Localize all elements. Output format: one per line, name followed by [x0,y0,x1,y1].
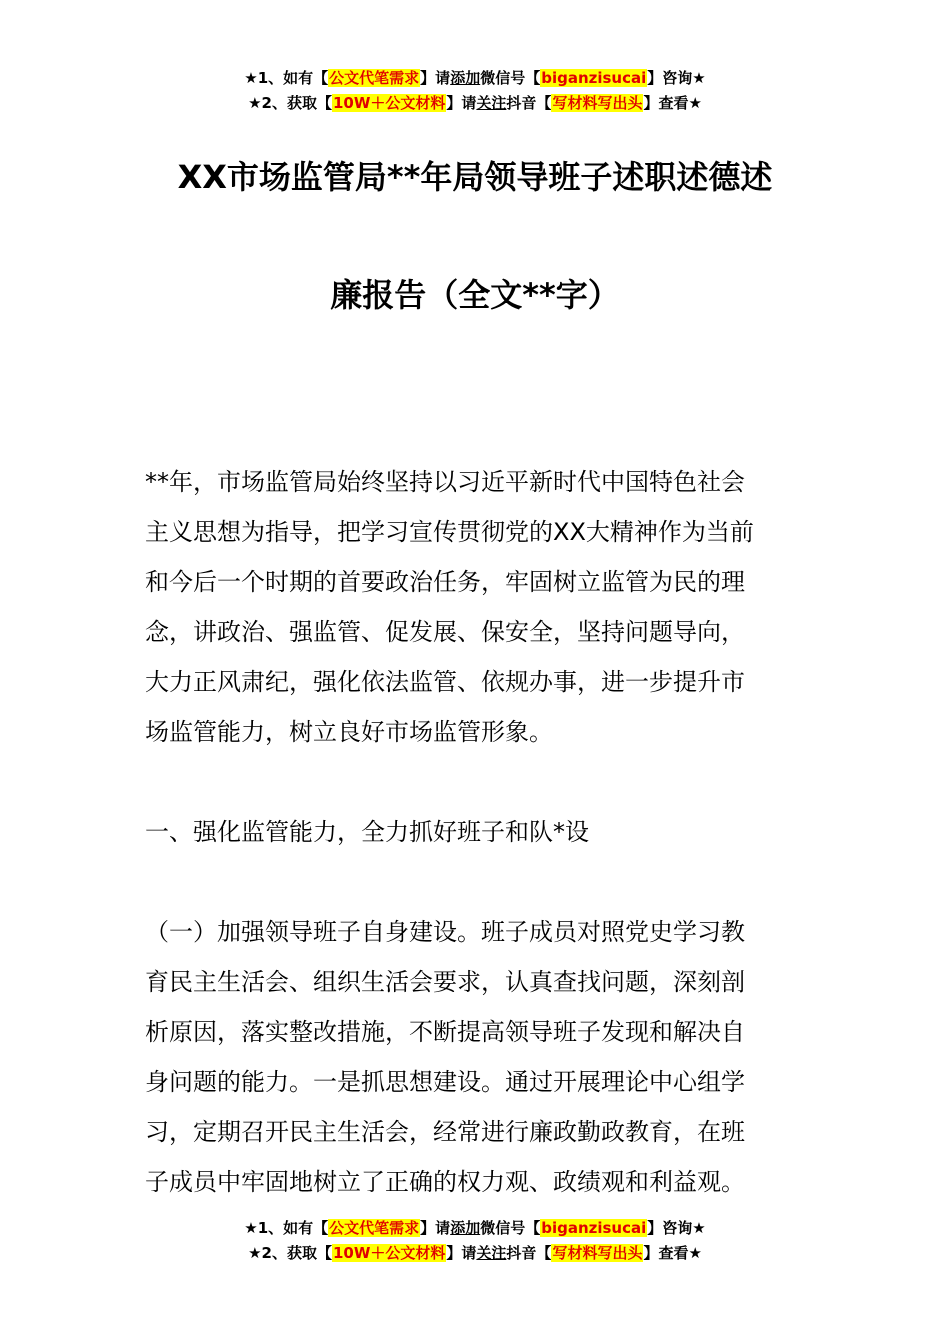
banner-text: 】请 [446,1244,477,1262]
paragraph-line: 大力正风肃纪，强化依法监管、依规办事，进一步提升市 [145,668,745,696]
document-title-line-1: XX市场监管局**年局领导班子述职述德述 [177,158,773,196]
footer-banner [0,1216,950,1266]
paragraph-line: 习，定期召开民主生活会，经常进行廉政勤政教育，在班 [145,1118,745,1146]
banner-text: 微信号【 [480,1219,541,1237]
banner-text: 抖音【 [506,94,552,112]
banner-text: 微信号【 [480,69,541,87]
paragraph-line: （一）加强领导班子自身建设。班子成员对照党史学习教 [145,918,745,946]
banner-text: ★2、获取【 [248,94,332,112]
banner-line-2 [0,1241,950,1266]
douyin-id-highlight: 写材料写出头 [552,1244,643,1262]
douyin-id-highlight: 写材料写出头 [552,94,643,112]
banner-highlight: 公文代笔需求 [329,1219,420,1237]
banner-text: 抖音【 [506,1244,552,1262]
banner-text: 】咨询★ [647,69,706,87]
document-title-line-2: 廉报告（全文**字） [330,276,620,314]
paragraph-line: 念，讲政治、强监管、促发展、保安全，坚持问题导向， [145,618,745,646]
banner-underline: 关注 [476,94,507,112]
paragraph-line: 子成员中牢固地树立了正确的权力观、政绩观和利益观。 [145,1168,745,1196]
banner-text: 】查看★ [643,94,702,112]
wechat-id-highlight: biganzisucai [541,1219,647,1237]
paragraph-line: **年，市场监管局始终坚持以习近平新时代中国特色社会 [145,468,745,496]
banner-text: ★1、如有【 [244,69,329,87]
paragraph-line: 育民主生活会、组织生活会要求，认真查找问题，深刻剖 [145,968,745,996]
paragraph-line: 和今后一个时期的首要政治任务，牢固树立监管为民的理 [145,568,745,596]
intro-paragraph [145,457,810,757]
banner-text: 】咨询★ [647,1219,706,1237]
banner-highlight: 10W＋公文材料 [332,1244,446,1262]
banner-line-1 [0,66,950,91]
paragraph-line: 主义思想为指导，把学习宣传贯彻党的XX大精神作为当前 [145,518,754,546]
banner-text: 】请 [446,94,477,112]
banner-text: 】请 [420,69,451,87]
paragraph-line: 场监管能力，树立良好市场监管形象。 [145,718,553,746]
banner-underline: 关注 [476,1244,507,1262]
section-paragraph [145,907,810,1207]
paragraph-line: 身问题的能力。一是抓思想建设。通过开展理论中心组学 [145,1068,745,1096]
banner-text: 】请 [420,1219,451,1237]
banner-line-2 [0,91,950,116]
banner-highlight: 10W＋公文材料 [332,94,446,112]
banner-line-1 [0,1216,950,1241]
section-heading-text: 一、强化监管能力，全力抓好班子和队*设 [145,818,589,846]
wechat-id-highlight: biganzisucai [541,69,647,87]
section-heading [145,807,810,857]
banner-underline: 添加 [450,69,481,87]
banner-highlight: 公文代笔需求 [329,69,420,87]
paragraph-line: 析原因，落实整改措施，不断提高领导班子发现和解决自 [145,1018,745,1046]
banner-text: 】查看★ [643,1244,702,1262]
banner-text: ★1、如有【 [244,1219,329,1237]
header-banner [0,66,950,116]
banner-text: ★2、获取【 [248,1244,332,1262]
banner-underline: 添加 [450,1219,481,1237]
